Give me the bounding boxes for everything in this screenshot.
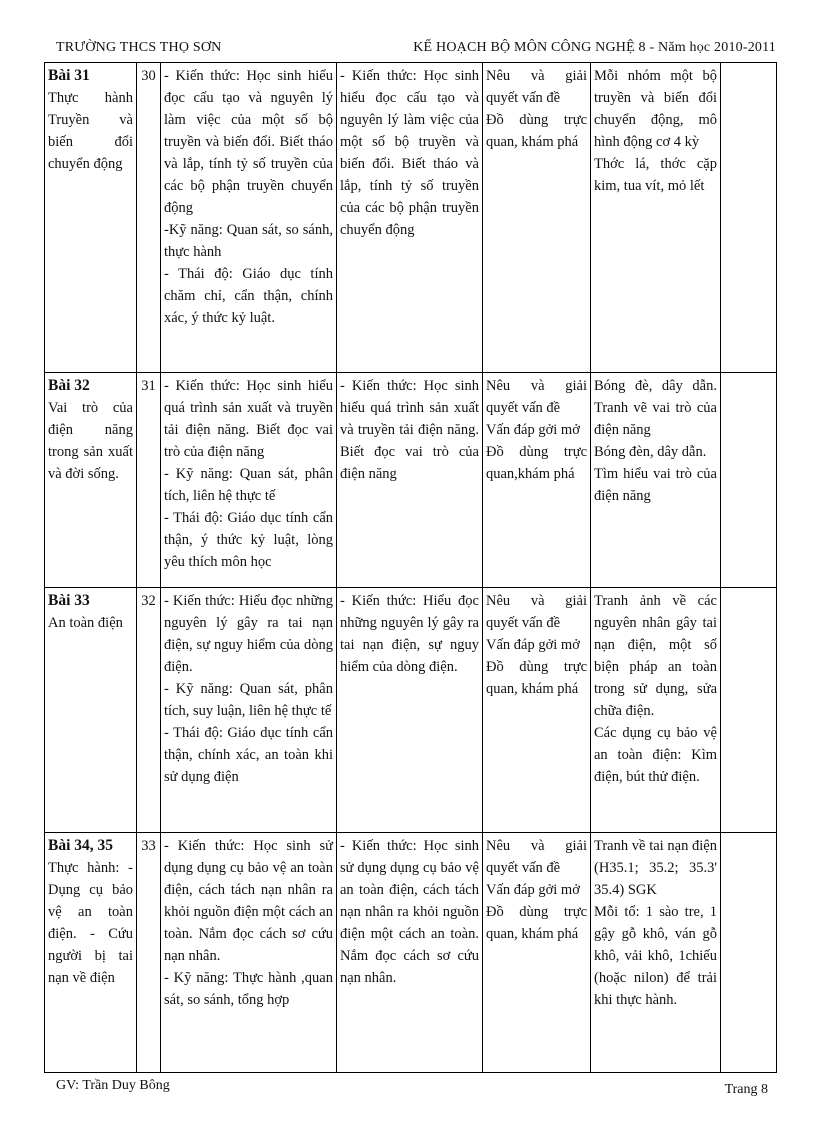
- objectives-cell: [161, 833, 337, 1073]
- lesson-cell: [45, 63, 137, 373]
- focus-cell: [337, 833, 483, 1073]
- period-number: 32: [141, 593, 156, 609]
- period-cell: [137, 833, 161, 1073]
- lesson-name: Vai trò của điện năng trong sản xuất và đời sống.: [48, 400, 133, 482]
- lesson-title: Bài 31: [48, 67, 90, 84]
- material-item: Bóng đèn, dây dẫn.: [594, 444, 707, 460]
- period-number: 30: [141, 68, 156, 84]
- objective-item: - Kiến thức: Học sinh hiểu đọc cấu tạo và nguyên lý làm việc của một số bộ truyền và biến đổi. Biết tháo và lắp, tính tỷ số truyền của các bộ phận truyền chuyển động: [164, 68, 333, 216]
- objective-item: - Kiến thức: Hiểu đọc những nguyên lý gây ra tai nạn điện, sự nguy hiểm của dòng điện.: [164, 593, 333, 675]
- methods-cell: [483, 588, 591, 833]
- method-item: Vấn đáp gởi mở: [486, 637, 580, 653]
- lesson-row: [45, 373, 777, 588]
- objective-item: - Kiến thức: Học sinh sử dụng dụng cụ bảo vệ an toàn điện, cách tách nạn nhân ra khỏi nguồn điện một cách an toàn. Nắm đọc cách sơ cứu nạn nhân.: [164, 838, 333, 964]
- lesson-row: [45, 833, 777, 1073]
- material-item: Thớc lá, thớc cặp kim, tua vít, mỏ lết: [594, 156, 717, 194]
- lesson-cell: [45, 833, 137, 1073]
- methods-cell: [483, 833, 591, 1073]
- notes-cell: [721, 833, 777, 1073]
- lesson-title: Bài 34, 35: [48, 837, 114, 854]
- objective-item: - Kỹ năng: Quan sát, phân tích, suy luận, liên hệ thực tế: [164, 681, 333, 719]
- method-item: Đồ dùng trực quan, khám phá: [486, 904, 587, 942]
- lesson-name: An toàn điện: [48, 615, 123, 631]
- lesson-title: Bài 33: [48, 592, 90, 609]
- period-cell: [137, 373, 161, 588]
- teacher-name: GV: Trần Duy Bông: [56, 1078, 170, 1093]
- materials-cell: [591, 833, 721, 1073]
- material-item: Mỗi nhóm một bộ truyền và biến đổi chuyển động, mô hình động cơ 4 kỳ: [594, 68, 717, 150]
- notes-cell: [721, 373, 777, 588]
- method-item: Đồ dùng trực quan, khám phá: [486, 112, 587, 150]
- material-item: Tranh ảnh về các nguyên nhân gây tai nạn điện, một số biện pháp an toàn trong sử dụng, sửa chữa điện.: [594, 593, 717, 719]
- method-item: Nêu và giải quyết vấn đề: [486, 593, 587, 631]
- material-item: Bóng đè, dây dẫn. Tranh vẽ vai trò của điện năng: [594, 378, 717, 438]
- method-item: Vấn đáp gởi mở: [486, 422, 580, 438]
- page-header: [44, 34, 776, 60]
- lesson-row: [45, 63, 777, 373]
- objective-item: - Kiến thức: Học sinh hiểu quá trình sản xuất và truyền tải điện năng. Biết đọc vai trò của điện năng: [164, 378, 333, 460]
- method-item: Vấn đáp gởi mở: [486, 882, 580, 898]
- material-item: Mỗi tổ: 1 sào tre, 1 gậy gỗ khô, ván gỗ khô, vải khô, 1chiếu (hoặc nilon) để trải khi thực hành.: [594, 904, 717, 1008]
- method-item: Nêu và giải quyết vấn đề: [486, 838, 587, 876]
- material-item: Tranh về tai nạn điện (H35.1; 35.2; 35.3' 35.4) SGK: [594, 838, 717, 898]
- focus-text: - Kiến thức: Hiểu đọc những nguyên lý gây ra tai nạn điện, sự nguy hiểm của dòng điện.: [340, 593, 479, 675]
- focus-text: - Kiến thức: Học sinh hiểu đọc cấu tạo và nguyên lý làm việc của một số bộ truyền và biến đổi. Biết tháo và lắp, tính tỷ số truyền của các bộ phận truyền chuyển động: [340, 68, 479, 238]
- objective-item: - Thái độ: Giáo dục tính cẩn thận, ý thức kỷ luật, lòng yêu thích môn học: [164, 510, 333, 570]
- period-number: 31: [141, 378, 156, 394]
- methods-cell: [483, 63, 591, 373]
- lesson-title: Bài 32: [48, 377, 90, 394]
- lesson-cell: [45, 588, 137, 833]
- material-item: Tìm hiểu vai trò của điện năng: [594, 466, 717, 504]
- material-item: Các dụng cụ bảo vệ an toàn điện: Kìm điện, bút thử điện.: [594, 725, 717, 785]
- period-cell: [137, 588, 161, 833]
- page-number: Trang 8: [724, 1082, 768, 1097]
- period-number: 33: [141, 838, 156, 854]
- lesson-plan-body: [45, 63, 777, 1073]
- lesson-name: Thực hành: - Dụng cụ bảo vệ an toàn điện. - Cứu người bị tai nạn về điện: [48, 860, 133, 986]
- plan-title: KẾ HOẠCH BỘ MÔN CÔNG NGHỆ 8 - Năm học 2010-2011: [413, 40, 776, 55]
- objective-item: -Kỹ năng: Quan sát, so sánh, thực hành: [164, 222, 333, 260]
- school-name: TRƯỜNG THCS THỌ SƠN: [56, 40, 222, 55]
- focus-text: - Kiến thức: Học sinh sử dụng dụng cụ bảo vệ an toàn điện, cách tách nạn nhân ra khỏi nguồn điện một cách an toàn. Nắm đọc cách sơ cứu nạn nhân.: [340, 838, 479, 986]
- notes-cell: [721, 588, 777, 833]
- lesson-name: Thực hành Truyền và biến đổi chuyển động: [48, 90, 133, 172]
- objective-item: - Thái độ: Giáo dục tính chăm chỉ, cẩn thận, chính xác, ý thức kỷ luật.: [164, 266, 333, 326]
- objectives-cell: [161, 373, 337, 588]
- page-footer: [44, 1076, 776, 1100]
- lesson-cell: [45, 373, 137, 588]
- method-item: Nêu và giải quyết vấn đề: [486, 378, 587, 416]
- objective-item: - Thái độ: Giáo dục tính cẩn thận, chính xác, an toàn khi sử dụng điện: [164, 725, 333, 785]
- method-item: Đồ dùng trực quan,khám phá: [486, 444, 587, 482]
- objective-item: - Kỹ năng: Thực hành ,quan sát, so sánh, tổng hợp: [164, 970, 333, 1008]
- objectives-cell: [161, 63, 337, 373]
- focus-cell: [337, 588, 483, 833]
- lesson-plan-table: [44, 62, 777, 1073]
- materials-cell: [591, 588, 721, 833]
- focus-text: - Kiến thức: Học sinh hiểu quá trình sản xuất và truyền tải điện năng. Biết đọc vai trò của điện năng: [340, 378, 479, 482]
- method-item: Đồ dùng trực quan, khám phá: [486, 659, 587, 697]
- period-cell: [137, 63, 161, 373]
- focus-cell: [337, 63, 483, 373]
- notes-cell: [721, 63, 777, 373]
- materials-cell: [591, 63, 721, 373]
- method-item: Nêu và giải quyết vấn đề: [486, 68, 587, 106]
- focus-cell: [337, 373, 483, 588]
- lesson-row: [45, 588, 777, 833]
- objectives-cell: [161, 588, 337, 833]
- objective-item: - Kỹ năng: Quan sát, phân tích, liên hệ thực tế: [164, 466, 333, 504]
- methods-cell: [483, 373, 591, 588]
- materials-cell: [591, 373, 721, 588]
